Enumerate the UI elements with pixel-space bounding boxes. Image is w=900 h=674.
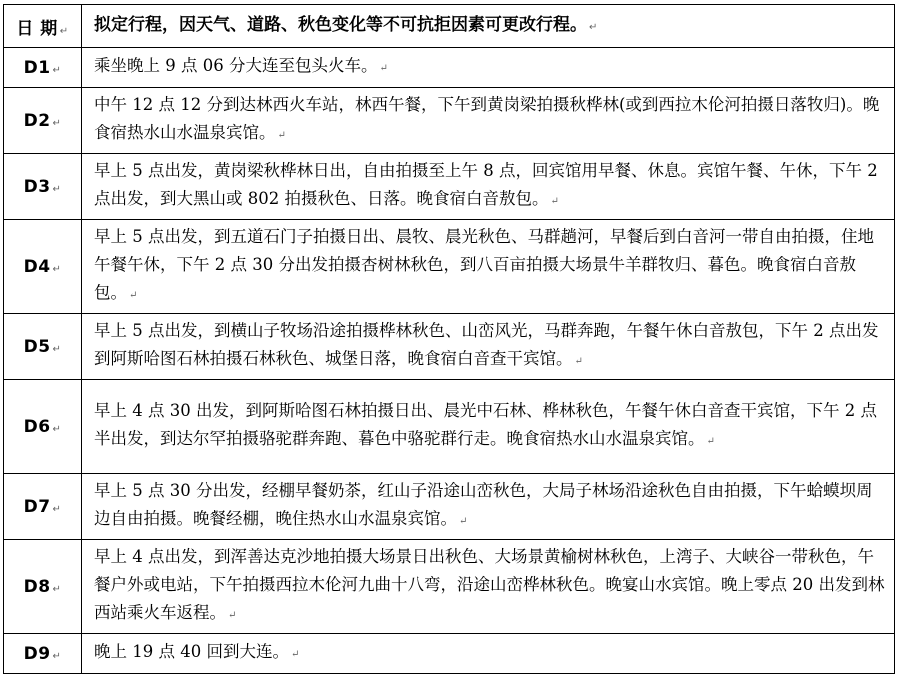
- cell-end-mark-icon: ↵: [52, 263, 62, 275]
- header-desc-cell: [82, 5, 895, 48]
- cell-end-mark-icon: ↵: [589, 21, 598, 33]
- desc-cell: [82, 474, 895, 540]
- table-row: [4, 314, 895, 380]
- desc-text: 早上 5 点 30 分出发，经棚早餐奶茶，红山子沿途山峦秋色，大局子林场沿途秋色自由拍摄，下午蛤蟆坝周边自由拍摄。晚餐经棚，晚住热水山水温泉宾馆。: [94, 481, 873, 528]
- cell-end-mark-icon: ↵: [52, 343, 62, 355]
- desc-text: 早上 4 点出发，到浑善达克沙地拍摄大场景日出秋色、大场景黄榆树林秋色，上湾子、大峡谷一带秋色，午餐户外或电站，下午拍摄西拉木伦河九曲十八弯，沿途山峦桦林秋色。晚宴山水宾馆。晚上零点 20 出发到林西站乘火车返程。: [94, 547, 885, 622]
- day-cell: [4, 154, 82, 220]
- day-label: D5: [23, 336, 51, 357]
- cell-end-mark-icon: ↵: [52, 503, 62, 515]
- day-label: D6: [23, 416, 51, 437]
- desc-text: 早上 5 点出发，到横山子牧场沿途拍摄桦林秋色、山峦风光，马群奔跑，午餐午休白音敖包，下午 2 点出发到阿斯哈图石林拍摄石林秋色、城堡日落，晚食宿白音查干宾馆。: [94, 321, 879, 368]
- desc-cell: [82, 48, 895, 88]
- desc-cell: [82, 220, 895, 314]
- cell-end-mark-icon: ↵: [59, 25, 69, 37]
- header-day-cell: [4, 5, 82, 48]
- table-header-row: [4, 5, 895, 48]
- day-label: D7: [23, 496, 51, 517]
- table-row: [4, 540, 895, 634]
- desc-text: 早上 4 点 30 出发，到阿斯哈图石林拍摄日出、晨光中石林、桦林秋色，午餐午休白音查干宾馆，下午 2 点半出发，到达尔罕拍摄骆驼群奔跑、暮色中骆驼群行走。晚食宿热水山水温泉宾馆。: [94, 401, 877, 448]
- day-cell: [4, 634, 82, 674]
- cell-end-mark-icon: ↵: [706, 436, 715, 447]
- day-label: D1: [23, 57, 51, 78]
- day-label: D9: [23, 643, 51, 664]
- table-row: [4, 88, 895, 154]
- cell-end-mark-icon: ↵: [459, 516, 468, 527]
- desc-cell: [82, 540, 895, 634]
- day-label: D2: [23, 110, 51, 131]
- day-cell: [4, 88, 82, 154]
- cell-end-mark-icon: ↵: [52, 650, 62, 662]
- desc-text: 晚上 19 点 40 回到大连。: [94, 642, 289, 661]
- cell-end-mark-icon: ↵: [129, 290, 138, 301]
- cell-end-mark-icon: ↵: [550, 196, 559, 207]
- desc-cell: [82, 634, 895, 674]
- cell-end-mark-icon: ↵: [52, 423, 62, 435]
- cell-end-mark-icon: ↵: [52, 117, 62, 129]
- day-cell: [4, 380, 82, 474]
- desc-text: 早上 5 点出发，到五道石门子拍摄日出、晨牧、晨光秋色、马群趟河，早餐后到白音河一带自由拍摄，住地午餐午休，下午 2 点 30 分出发拍摄杏树林秋色，到八百亩拍摄大场景牛羊群牧归、暮色。晚食宿白音敖包。: [94, 227, 874, 302]
- table-row: [4, 48, 895, 88]
- day-label: D4: [23, 256, 51, 277]
- day-cell: [4, 220, 82, 314]
- day-label: D3: [23, 176, 51, 197]
- cell-end-mark-icon: ↵: [228, 610, 237, 621]
- day-cell: [4, 48, 82, 88]
- table-row: [4, 634, 895, 674]
- day-label: D8: [23, 576, 51, 597]
- cell-end-mark-icon: ↵: [277, 130, 286, 141]
- cell-end-mark-icon: ↵: [52, 64, 62, 76]
- cell-end-mark-icon: ↵: [290, 649, 300, 660]
- table-row: [4, 220, 895, 314]
- cell-end-mark-icon: ↵: [379, 63, 388, 74]
- day-cell: [4, 474, 82, 540]
- header-desc-label: 拟定行程，因天气、道路、秋色变化等不可抗拒因素可更改行程。: [94, 14, 587, 35]
- desc-cell: [82, 88, 895, 154]
- header-day-label: 日 期: [16, 18, 58, 39]
- day-cell: [4, 314, 82, 380]
- cell-end-mark-icon: ↵: [574, 356, 583, 367]
- desc-text: 乘坐晚上 9 点 06 分大连至包头火车。: [94, 56, 378, 75]
- desc-text: 中午 12 点 12 分到达林西火车站，林西午餐，下午到黄岗梁拍摄秋桦林(或到西拉木伦河拍摄日落牧归)。晚食宿热水山水温泉宾馆。: [94, 95, 880, 142]
- desc-cell: [82, 380, 895, 474]
- table-row: [4, 474, 895, 540]
- cell-end-mark-icon: ↵: [52, 583, 62, 595]
- day-cell: [4, 540, 82, 634]
- desc-cell: [82, 154, 895, 220]
- desc-cell: [82, 314, 895, 380]
- cell-end-mark-icon: ↵: [52, 183, 62, 195]
- table-row: [4, 154, 895, 220]
- itinerary-table: [3, 4, 895, 674]
- table-row: [4, 380, 895, 474]
- desc-text: 早上 5 点出发，黄岗梁秋桦林日出，自由拍摄至上午 8 点，回宾馆用早餐、休息。宾馆午餐、午休，下午 2 点出发，到大黑山或 802 拍摄秋色、日落。晚食宿白音敖包。: [94, 161, 878, 208]
